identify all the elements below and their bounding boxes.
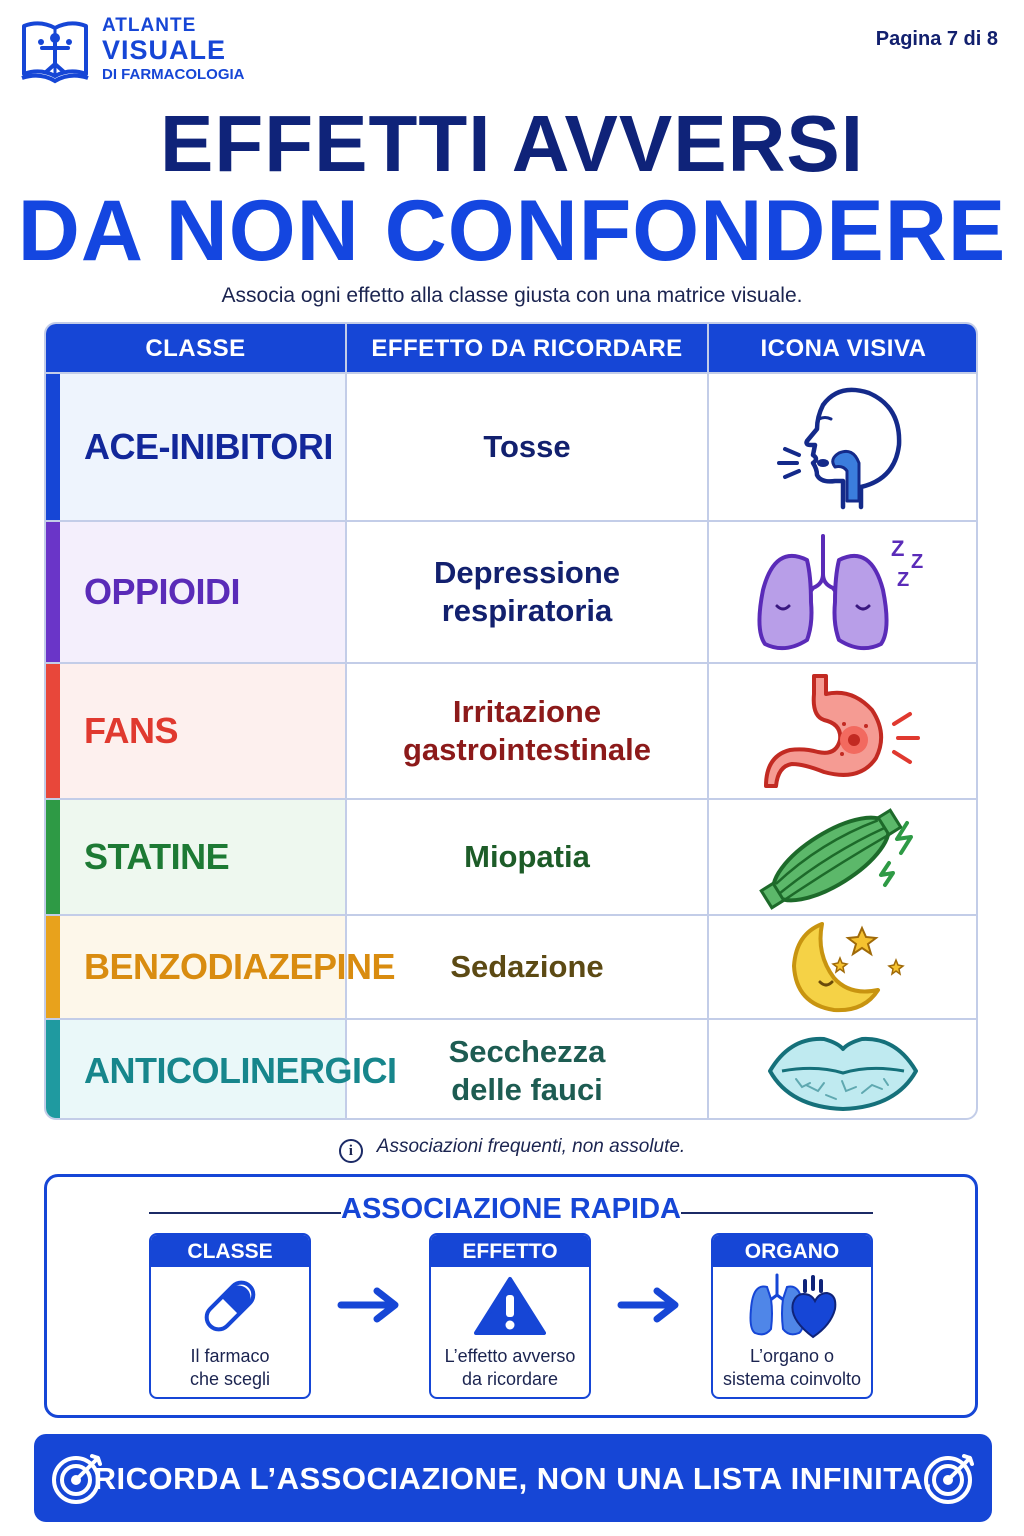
header-classe: CLASSE <box>145 335 246 362</box>
svg-text:Z: Z <box>896 569 909 591</box>
matrix-row <box>46 520 976 662</box>
brand-line-1: ATLANTE <box>102 15 197 36</box>
class-cell <box>46 916 396 1018</box>
dry-mouth-icon <box>766 1029 920 1113</box>
sleeping-lungs-icon <box>751 530 935 654</box>
atlas-book-icon <box>20 18 90 84</box>
class-label: ACE-INIBITORI <box>84 426 333 467</box>
class-cell <box>46 1020 397 1120</box>
target-icon <box>922 1450 978 1506</box>
effect-label: Secchezza delle fauci <box>448 1034 606 1107</box>
class-label: ANTICOLINERGICI <box>84 1050 397 1091</box>
header-icona: ICONA VISIVA <box>760 335 927 362</box>
muscle-icon <box>761 805 925 909</box>
page-subtitle: Associa ogni effetto alla classe giusta con una matrice visuale. <box>221 284 803 307</box>
quick-card-effetto <box>429 1233 591 1399</box>
effect-label: Miopatia <box>464 839 590 875</box>
page-indicator: Pagina 7 di 8 <box>875 28 998 50</box>
quick-card-organo <box>711 1233 873 1399</box>
matrix-row <box>46 798 976 914</box>
brand-line-3: DI FARMACOLOGIA <box>102 66 245 83</box>
class-cell <box>46 800 345 914</box>
class-cell <box>46 664 345 798</box>
info-icon: i <box>339 1139 363 1163</box>
brand-logo <box>20 14 300 86</box>
footer-banner <box>34 1434 992 1522</box>
footer-message: RICORDA L’ASSOCIAZIONE, NON UNA LISTA INFINITA. <box>93 1461 933 1496</box>
svg-text:Z: Z <box>910 551 923 573</box>
class-label: OPPIOIDI <box>84 571 241 612</box>
quick-card-text: L’effetto avverso da ricordare <box>444 1346 576 1390</box>
effect-label: Sedazione <box>450 949 604 985</box>
class-cell <box>46 522 345 662</box>
arrow-right-icon <box>617 1285 687 1325</box>
irritated-stomach-icon <box>764 672 922 790</box>
matrix-row <box>46 372 976 520</box>
effect-label: Tosse <box>483 429 571 465</box>
matrix-row <box>46 662 976 798</box>
class-cell <box>46 374 345 520</box>
class-label: FANS <box>84 710 179 751</box>
quick-card-text: Il farmaco che scegli <box>189 1346 271 1390</box>
effects-matrix <box>44 322 978 1120</box>
page-title: EFFETTI AVVERSI <box>160 99 864 188</box>
cough-head-icon <box>773 383 913 511</box>
quick-card-label: EFFETTO <box>431 1235 589 1267</box>
quick-card-label: ORGANO <box>713 1235 871 1267</box>
quick-card-label: CLASSE <box>151 1235 309 1267</box>
arrow-right-icon <box>337 1285 407 1325</box>
page-title-secondary: DA NON CONFONDERE <box>17 183 1007 279</box>
class-label: BENZODIAZEPINE <box>84 946 396 987</box>
quick-card-text: L’organo o sistema coinvolto <box>722 1346 862 1390</box>
brand-line-2: VISUALE <box>102 35 227 65</box>
header-effetto: EFFETTO DA RICORDARE <box>371 335 683 362</box>
lungs-heart-icon <box>747 1273 837 1339</box>
quick-card-classe <box>149 1233 311 1399</box>
matrix-row <box>46 914 976 1018</box>
warning-icon <box>474 1275 546 1337</box>
quick-association-panel <box>44 1174 978 1418</box>
disclaimer-note <box>0 1136 1024 1163</box>
effect-label: Irritazione gastrointestinale <box>402 694 652 767</box>
class-label: STATINE <box>84 836 230 877</box>
matrix-row <box>46 1018 976 1120</box>
svg-text:Z: Z <box>890 536 904 561</box>
note-text: Associazioni frequenti, non assolute. <box>376 1136 686 1157</box>
pill-icon <box>198 1274 262 1338</box>
quick-title: ASSOCIAZIONE RAPIDA <box>341 1193 681 1225</box>
matrix-header <box>46 324 976 372</box>
effect-label: Depressione respiratoria <box>433 555 621 628</box>
moon-stars-icon <box>778 920 908 1014</box>
